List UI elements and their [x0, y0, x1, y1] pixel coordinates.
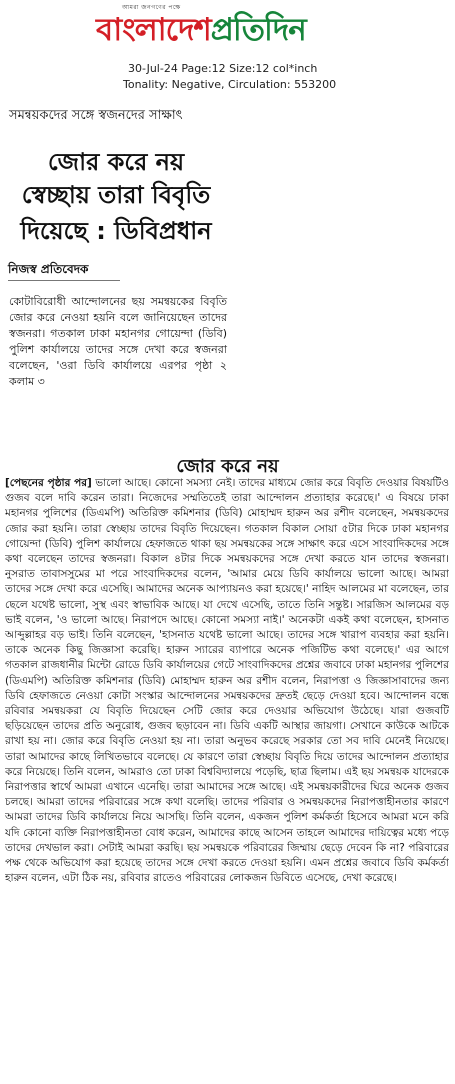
continuation-title: জোর করে নয়	[176, 456, 279, 477]
clip-meta-date-page: 30-Jul-24 Page:12 Size:12 col*inch	[128, 62, 318, 75]
article-kicker: সমন্বয়কদের সঙ্গে স্বজনদের সাক্ষাৎ	[9, 108, 183, 123]
byline: নিজস্ব প্রতিবেদক	[8, 262, 89, 276]
masthead-tagline: আমরা জনগণের পক্ষে	[122, 4, 181, 11]
headline-line-2: স্বেচ্ছায় তারা বিবৃতি	[21, 181, 211, 209]
continuation-tag: [পেছনের পৃষ্ঠার পর]	[5, 477, 92, 489]
clip-meta-tonality: Tonality: Negative, Circulation: 553200	[123, 78, 337, 91]
masthead	[0, 0, 455, 62]
newspaper-logo	[96, 10, 306, 50]
continuation-text: ভালো আছে। কোনো সমস্যা নেই। তাদের মাধ্যমে জোর করে বিবৃতি দেওয়ার বিষয়টিও গুজব বলে দাবি করেন তারা। নিজেদের সম্মতিতেই তারা আন্দোলন প্রত্যাহার করেছে।' এ বিষয়ে ঢাকা মহানগর পুলিশের (ডিএমপি) অতিরিক্ত কমিশনার (ডিবি) মোহাম্মদ হারুন অর রশীদ বলেছেন, সমন্বয়কদের জোর করা হয়নি। তারা স্বেচ্ছায় তাদের বিবৃতি দিয়েছেন। গতকাল বিকাল সোয়া ৫টার দিকে ঢাকা মহানগর গোয়েন্দা (ডিবি) পুলিশ কার্যালয়ে হেফাজতে থাকা ছয় সমন্বয়কের সঙ্গে সাক্ষাৎ করে এসে সাংবাদিকদের সঙ্গে কথা বলেছেন তাদের স্বজনরা। বিকাল ৪টার দিকে সমন্বয়কদের সঙ্গে দেখা করতে যান তাদের স্বজনরা। নুসরাত তাবাসসুমের মা পরে সাংবাদিকদের বলেন, 'আমার মেয়ে ডিবি কার্যালয়ে ভালো আছে। আমরা তাদের সঙ্গে দেখা করে এসেছি। আমাদের অনেক আপ্যায়নও করা হয়েছে।' নাহিদ আলমের মা বলেছেন, তার ছেলে যথেষ্ট ভালো, সুস্থ এবং স্বাভাবিক আছে। যা দেখে এসেছি, তাতে তিনি সন্তুষ্ট। সারজিস আলমের বড় ভাই বলেন, 'ও ভালো আছে। নিরাপদে আছে। কোনো সমস্যা নাই।' অনেকটা একই কথা বলেছেন, হাসনাত আব্দুল্লাহর বড় ভাই। তিনি বলেছেন, 'হাসনাত যথেষ্ট ভালো আছে। তাদের সঙ্গে খারাপ ব্যবহার করা হয়নি। তাকে অনেক কিছু জিজ্ঞাসা করেছি। হারুন স্যারের ব্যাপারে অনেক পজিটিভ কথা বলেছে।' এর আগে গতকাল রাজধানীর মিন্টো রোডে ডিবি কার্যালয়ের গেটে সাংবাদিকদের প্রশ্নের জবাবে ঢাকা মহানগর পুলিশের (ডিএমপি) অতিরিক্ত কমিশনার (ডিবি) মোহাম্মদ হারুন অর রশীদ বলেন, নিরাপত্তা ও জিজ্ঞাসাবাদের জন্য ডিবি হেফাজতে নেওয়া কোটা সংস্কার আন্দোলনের সমন্বয়কদের দ্রুতই ছেড়ে দেওয়া হবে। আন্দোলন বন্ধে রবিবার সমন্বয়করা যে বিবৃতি দিয়েছেন সেটি জোর করে দেওয়ার অভিযোগ উঠেছে। যারা গুজবটি ছড়িয়েছেন তাদের প্রতি অনুরোধ, গুজব ছড়াবেন না। ডিবি একটি আস্থার জায়গা। সেখানে কাউকে আটকে রাখা হয় না। জোর করে বিবৃতি নেওয়া হয় না। তারা অনুভব করেছে সরকার তো সব দাবি মেনেই নিয়েছে। তারা আমাদের কাছে লিখিতভাবে বলেছে। যে কারণে তারা স্বেচ্ছায় বিবৃতি দিয়ে তাদের আন্দোলন প্রত্যাহার করে নিয়েছে। তিনি বলেন, আমরাও তো ঢাকা বিশ্ববিদ্যালয়ে পড়েছি, ছাত্র ছিলাম। এই ছয় সমন্বয়ক যাদেরকে নিরাপত্তার স্বার্থে আমরা এখানে এনেছি। তারা আমাদের সঙ্গে আছে। এই সমন্বয়কারীদের ঘিরে অনেক গুজব চলছে। আমরা তাদের পরিবারের সঙ্গে কথা বলেছি। তাদের পরিবার ও সমন্বয়কদের নিরাপত্তাহীনতার কারণে আমরা তাদের ডিবি কার্যালয়ে নিয়ে আসছি। তিনি বলেন, একজন পুলিশ কর্মকর্তা হিসেবে আমরা মনে করি যদি কোনো ব্যক্তি নিরাপত্তাহীনতা বোধ করেন, আমাদের কাছে আসেন তাহলে আমাদের দায়িত্বের মধ্যে পড়ে তাদের দেখভাল করা। সেটাই আমরা করছি। ছয় সমন্বয়কে পরিবারের জিম্মায় ছেড়ে দেবেন কি না? পরিবারের পক্ষ থেকে অভিযোগ করা হয়েছে তাদের সঙ্গে দেখা করতে দেওয়া হয়নি। এমন প্রশ্নের জবাবে ডিবি কর্মকর্তা হারুন বলেন, এটা ঠিক নয়, রবিবার রাতেও পরিবারের লোকজন ডিবিতে এসেছে, দেখা করেছে।	[5, 477, 449, 885]
logo-part-pratidin: প্রতিদিন	[210, 12, 306, 48]
logo-part-bangladesh: বাংলাদেশ	[96, 12, 211, 48]
headline-line-1: জোর করে নয়	[47, 148, 185, 176]
byline-divider	[8, 280, 120, 281]
lede-paragraph: কোটাবিরোধী আন্দোলনের ছয় সমন্বয়কের বিবৃতি জোর করে নেওয়া হয়নি বলে জানিয়েছেন তাদের স্বজনরা। গতকাল ঢাকা মহানগর গোয়েন্দা (ডিবি) পুলিশ কার্যালয়ে তাদের সঙ্গে দেখা করে স্বজনরা বলেছেন, 'ওরা ডিবি কার্যালয়ে এরপর পৃষ্ঠা ২ কলাম ৩	[9, 295, 227, 388]
headline-line-3: দিয়েছে : ডিবিপ্রধান	[20, 217, 212, 245]
continuation-body	[5, 476, 449, 1076]
